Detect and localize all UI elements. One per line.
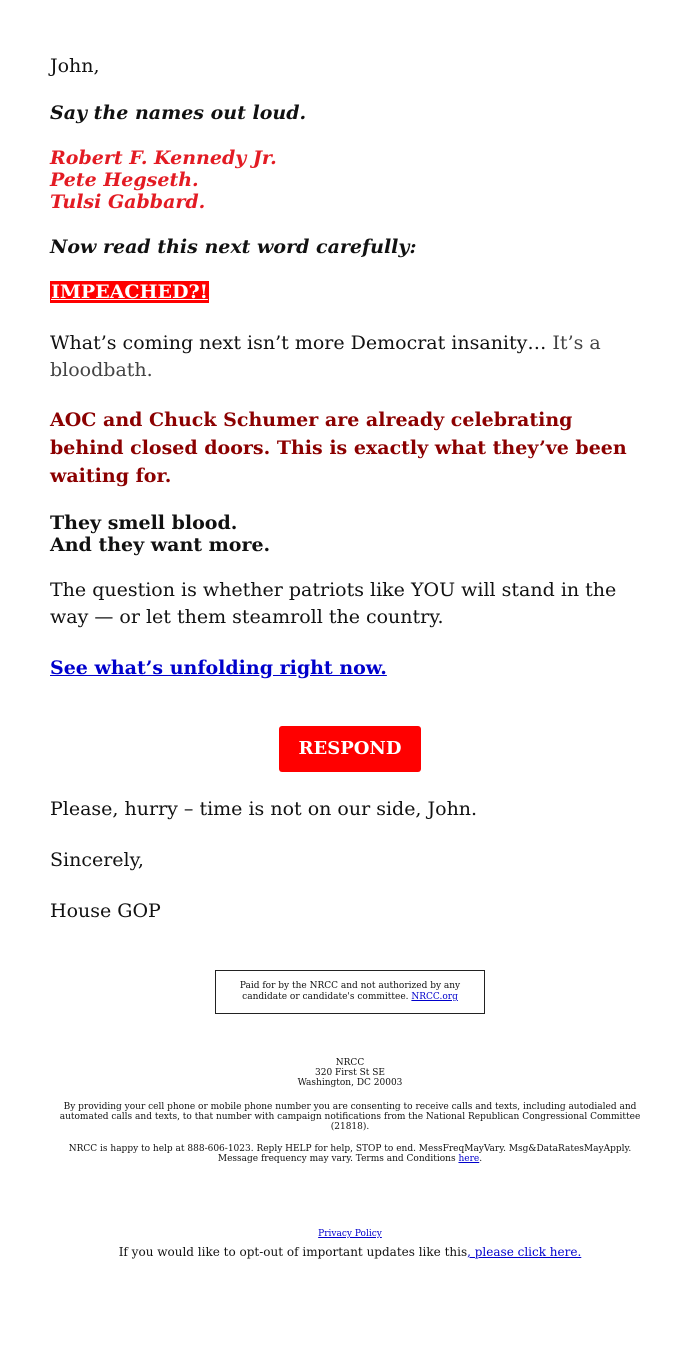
read-carefully-heading: Now read this next word carefully: — [50, 236, 417, 258]
terms-here-link[interactable]: here — [458, 1154, 480, 1164]
impeached-highlight: IMPEACHED?! — [51, 281, 208, 303]
name-item: Tulsi Gabbard. — [50, 191, 206, 213]
address-line: 320 First St SE — [315, 1068, 385, 1078]
next-paragraph — [50, 330, 650, 384]
address-line: NRCC — [335, 1058, 365, 1068]
greeting: John, — [50, 55, 100, 77]
help-end: . — [479, 1154, 483, 1164]
privacy-row — [0, 1228, 700, 1240]
name-item: Pete Hegseth. — [50, 169, 199, 191]
smell-line-2: And they want more. — [50, 534, 271, 556]
unfolding-link[interactable]: See what’s unfolding right now. — [50, 657, 387, 679]
nrcc-link[interactable]: NRCC.org — [411, 992, 458, 1002]
optout-text: If you would like to opt-out of important updates like this — [118, 1245, 468, 1259]
privacy-policy-link[interactable]: Privacy Policy — [318, 1229, 382, 1239]
paid-for-box — [215, 970, 485, 1014]
say-names-heading: Say the names out loud. — [50, 102, 307, 124]
signature: House GOP — [50, 900, 161, 922]
smell-blood-block — [50, 512, 650, 556]
names-list — [50, 147, 650, 213]
sincerely-text: Sincerely, — [50, 849, 144, 871]
address-block — [0, 1058, 700, 1088]
footer — [0, 1058, 700, 1164]
name-item: Robert F. Kennedy Jr. — [50, 147, 277, 169]
bloodbath-text: It’s a bloodbath. — [50, 332, 601, 381]
address-line: Washington, DC 20003 — [297, 1078, 403, 1088]
smell-line-1: They smell blood. — [50, 512, 238, 534]
aoc-paragraph: AOC and Chuck Schumer are already celebrating behind closed doors. This is exactly what they’ve been waiting for. — [50, 409, 627, 487]
respond-button[interactable]: RESPOND — [279, 726, 422, 772]
consent-text: By providing your cell phone or mobile phone number you are consenting to receive calls and texts, including autodialed and automated calls and texts, to that number with campaign notifications from the National Republican Congressional Committee (21818). — [59, 1102, 641, 1132]
help-text-paragraph — [50, 1144, 650, 1164]
optout-link[interactable]: , please click here. — [467, 1245, 582, 1259]
respond-row — [50, 726, 650, 772]
hurry-paragraph: Please, hurry – time is not on our side, John. — [50, 798, 478, 820]
unfolding-paragraph — [50, 654, 650, 682]
question-paragraph: The question is whether patriots like YOU will stand in the way — or let them steamroll the country. — [50, 579, 617, 628]
optout-row — [0, 1244, 700, 1260]
next-text: What’s coming next isn’t more Democrat insanity… — [50, 332, 553, 354]
help-text: NRCC is happy to help at 888-606-1023. Reply HELP for help, STOP to end. MessFreqMayVary. Msg&DataRatesMayApply. Message frequency may vary. Terms and Conditions — [68, 1144, 632, 1164]
paid-for-text: Paid for by the NRCC and not authorized by any candidate or candidate's committee. — [239, 981, 461, 1002]
